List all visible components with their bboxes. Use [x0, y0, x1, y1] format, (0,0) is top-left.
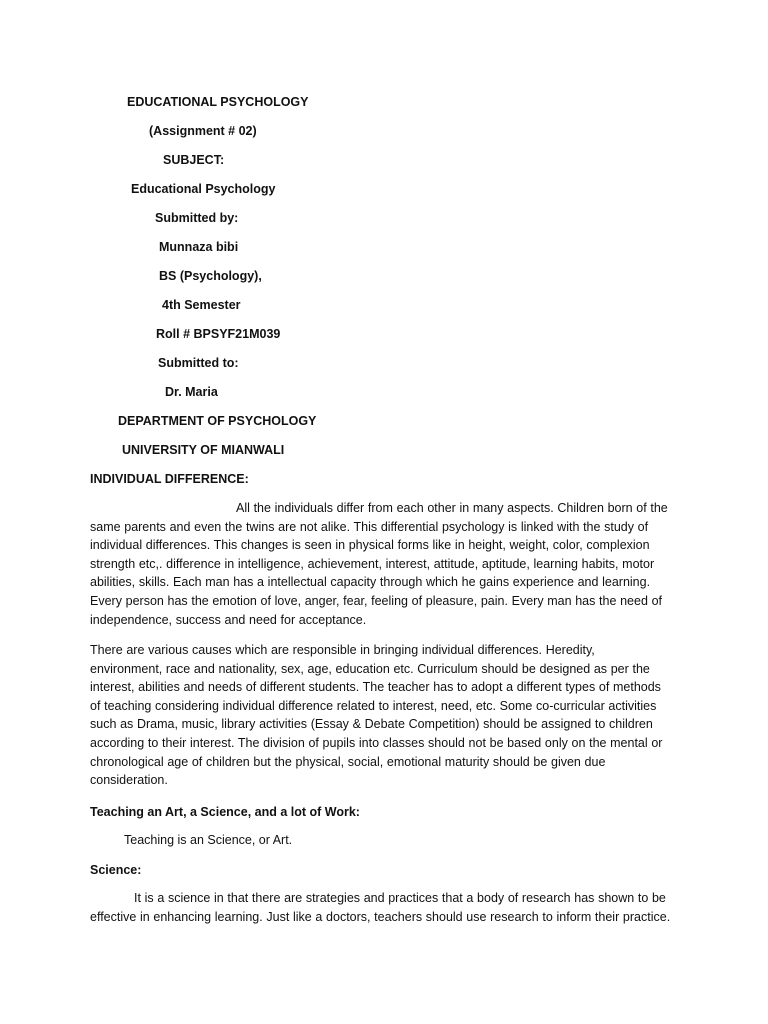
text-line: environment, race and nationality, sex, age, education etc. Curriculum should be designed as per the [90, 661, 650, 676]
text-line: independence, success and need for acceptance. [90, 612, 367, 627]
text-line: Every person has the emotion of love, anger, fear, feeling of pleasure, pain. Every man has the need of [90, 593, 663, 608]
assignment-number: (Assignment # 02) [149, 124, 257, 138]
program: BS (Psychology), [159, 269, 262, 283]
text-line: All the individuals differ from each other in many aspects. Children born of the [236, 501, 668, 515]
teaching-statement: Teaching is an Science, or Art. [124, 833, 293, 847]
section-heading-science: Science: [90, 863, 142, 877]
section-heading-teaching: Teaching an Art, a Science, and a lot of Work: [90, 805, 360, 819]
subject-name: Educational Psychology [131, 182, 276, 196]
semester: 4th Semester [162, 298, 241, 312]
text-line: effective in enhancing learning. Just like a doctors, teachers should use research to inform their practice. [90, 909, 671, 924]
text-line: same parents and even the twins are not alike. This differential psychology is linked with the study of [90, 519, 649, 534]
text-line: of teaching considering individual difference related to interest, need, etc. Some co-curricular activities [90, 698, 657, 713]
teacher-name: Dr. Maria [165, 385, 218, 399]
university-name: UNIVERSITY OF MIANWALI [122, 443, 285, 457]
paragraph-individual-difference-2 [90, 641, 680, 790]
subject-label: SUBJECT: [163, 153, 225, 167]
department-name: DEPARTMENT OF PSYCHOLOGY [118, 414, 317, 428]
text-line: chronological age of children but the physical, social, emotional maturity should be given due [90, 754, 606, 769]
paragraph-science [90, 889, 680, 926]
text-line: strength etc,. difference in intelligence, achievement, interest, attitude, aptitude, learning habits, motor [90, 556, 655, 571]
text-line: such as Drama, music, library activities (Essay & Debate Competition) should be assigned to children [90, 717, 653, 732]
paragraph-individual-difference-1 [90, 499, 680, 629]
text-line: interest, abilities and needs of different students. The teacher has to adopt a different types of methods [90, 680, 661, 695]
submitted-by-label: Submitted by: [155, 211, 239, 225]
roll-number: Roll # BPSYF21M039 [156, 327, 281, 341]
submitted-to-label: Submitted to: [158, 356, 239, 370]
section-heading-individual-difference: INDIVIDUAL DIFFERENCE: [90, 472, 249, 486]
text-line: consideration. [90, 773, 168, 788]
text-line: It is a science in that there are strategies and practices that a body of research has shown to be [134, 891, 666, 905]
student-name: Munnaza bibi [159, 240, 239, 254]
course-title: EDUCATIONAL PSYCHOLOGY [127, 95, 309, 109]
text-line: abilities, skills. Each man has a intellectual capacity through which he gains experience and learning. [90, 575, 651, 590]
text-line: according to their interest. The division of pupils into classes should not be based only on the mental or [90, 735, 663, 750]
text-line: individual differences. This changes is seen in physical forms like in height, weight, color, complexion [90, 538, 650, 553]
text-line: There are various causes which are responsible in bringing individual differences. Heredity, [90, 643, 595, 657]
